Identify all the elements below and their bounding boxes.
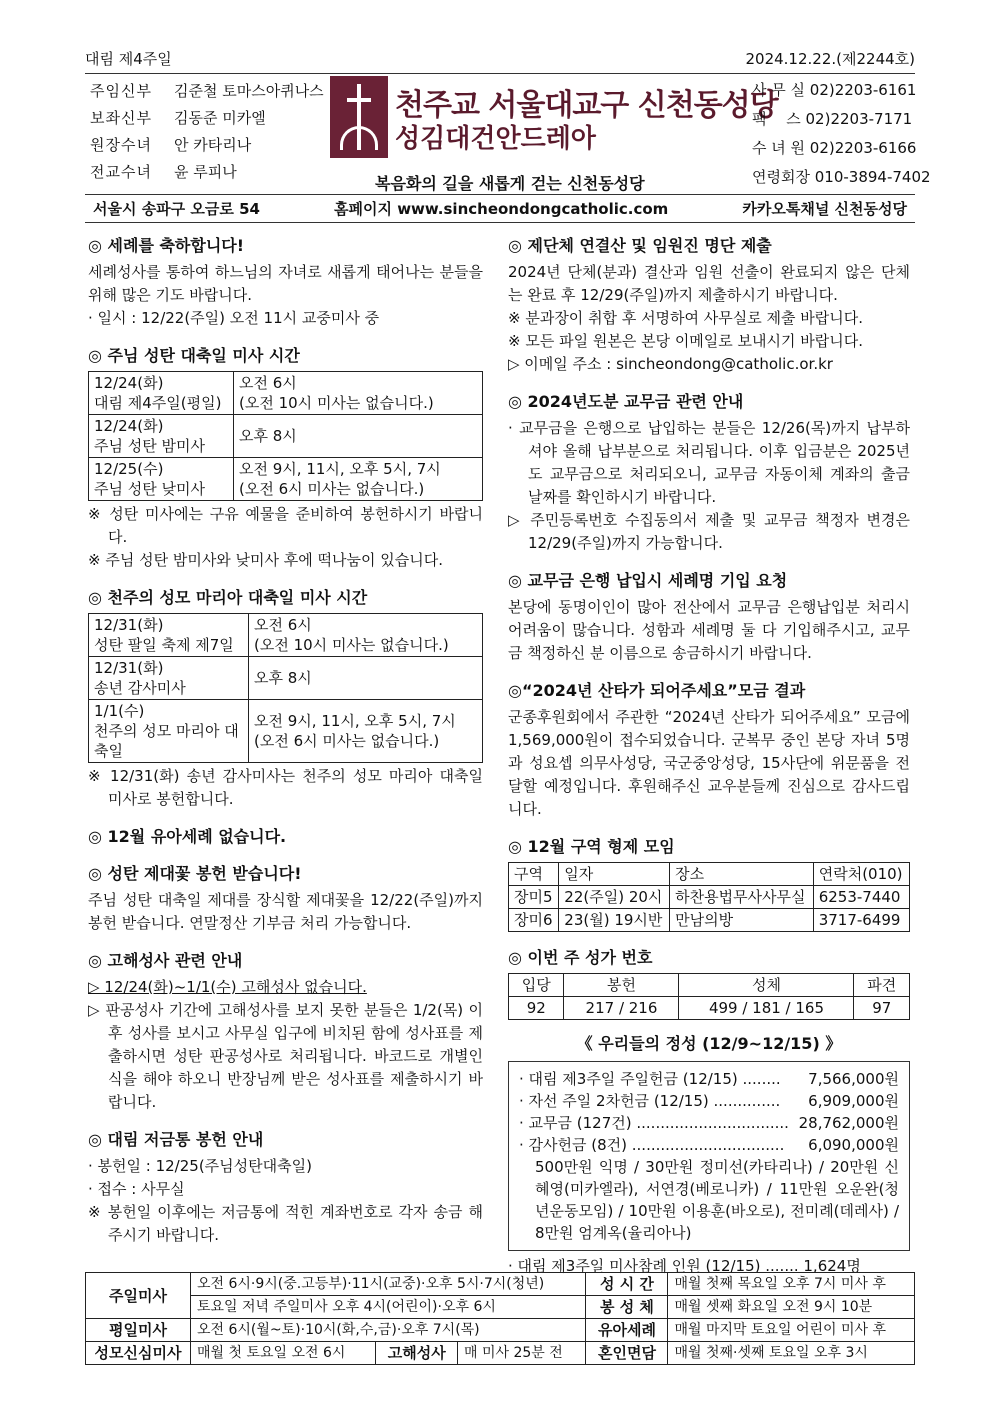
section-title: ◎ 2024년도분 교무금 관련 안내 — [508, 392, 744, 411]
note: ※ 분과장이 취합 후 서명하여 사무실로 제출 바랍니다. — [508, 309, 864, 327]
offering-detail: 500만원 익명 / 30만원 정미선(카타리나) / 20만원 신혜영(미카엘라), 서연경(베로니카) / 11만원 오운완(청년운동모임) / 10만원 이용훈(바오로), 전미례(데레사) / 8만원 엄계옥(율리아나) — [535, 1158, 899, 1242]
cell: 매월 첫째 목요일 오후 7시 미사 후 — [668, 1273, 915, 1296]
cell: 토요일 저녁 주일미사 오후 4시(어린이)·오후 6시 — [191, 1296, 586, 1319]
cell: 오전 6시 — [254, 616, 312, 634]
section-title: ◎ 12월 구역 형제 모임 — [508, 837, 675, 856]
cell: 봉헌 — [564, 974, 679, 997]
note: ※ 성탄 미사에는 구유 예물을 준비하여 봉헌하시기 바랍니다. — [88, 505, 483, 546]
table-row — [89, 700, 483, 763]
mass-schedule-footer — [85, 1272, 915, 1365]
cell: 대림 제4주일(평일) — [94, 394, 222, 412]
section-body: 군종후원회에서 주관한 “2024년 산타가 되어주세요” 모금에 1,569,000원이 접수되었습니다. 군복무 중인 본당 자녀 5명과 성요셉 의무사성당, 국군중앙성당, 15사단에 위문품을 전달할 예정입니다. 후원해주신 교우분들께 진심으로 감사드립니다. — [508, 708, 910, 818]
cell: 일자 — [559, 863, 670, 886]
church-title: 천주교 서울대교구 신천동성당 — [395, 88, 778, 123]
section-title: ◎ 대림 저금통 봉헌 안내 — [88, 1130, 264, 1149]
note: ※ 모든 파일 원본은 본당 이메일로 보내시기 바랍니다. — [508, 332, 864, 350]
cell: 성체 — [679, 974, 854, 997]
footer-table — [85, 1272, 915, 1365]
cell: 성탄 팔일 축제 제7일 — [94, 636, 234, 654]
offering-label: · 자선 주일 2차헌금 (12/15) .............. — [519, 1092, 781, 1110]
cell: 1/1(수) — [94, 702, 145, 720]
section-body: 세례성사를 통하여 하느님의 자녀로 새롭게 태어나는 분들을 위해 많은 기도 바랍니다. — [88, 263, 483, 304]
cell: 12/25(수) — [94, 460, 164, 478]
cell: 217 / 216 — [564, 997, 679, 1020]
cell: 성 시 간 — [586, 1273, 668, 1296]
cell: 6253-7440 — [813, 886, 909, 909]
section-item: · 일시 : 12/22(주일) 오전 11시 교중미사 중 — [88, 309, 380, 327]
issue-date: 2024.12.22.(제2244호) — [745, 50, 915, 68]
offering-label: · 감사헌금 (8건) ................................ — [519, 1136, 785, 1154]
cell: 23(월) 19시반 — [559, 909, 670, 932]
section-item: ▷ 판공성사 기간에 고해성사를 보지 못한 분들은 1/2(목) 이후 성사를 보시고 사무실 입구에 비치된 함에 성사표를 제출하시면 성탄 판공성사로 처리됩니다. 바코드로 개별인식을 해야 하오니 반장님께 받은 성사표를 제출하시기 바랍니다. — [88, 1001, 483, 1111]
section-item: · 교무금을 은행으로 납입하는 분들은 12/26(목)까지 납부하셔야 올해 납부분으로 처리됩니다. 이후 입금분은 2025년도 교무금으로 처리되오니, 교무금 자동이체 계좌의 출금 날짜를 확인하시기 바랍니다. — [508, 419, 910, 506]
cell: 주님 성탄 낮미사 — [94, 480, 205, 498]
table-row — [89, 657, 483, 700]
table-row — [86, 1296, 915, 1319]
offering-label: · 대림 제3주일 주일헌금 (12/15) ........ — [519, 1070, 781, 1088]
section-title: ◎ 이번 주 성가 번호 — [508, 948, 653, 967]
note: ※ 봉헌일 이후에는 저금통에 적힌 계좌번호로 각자 송금 해주시기 바랍니다. — [88, 1203, 483, 1244]
section-item: ▷ 주민등록번호 수집동의서 제출 및 교무금 책정자 변경은 12/29(주일)까지 가능합니다. — [508, 511, 910, 552]
table-row — [89, 415, 483, 458]
left-column — [88, 234, 483, 1247]
table-row — [89, 372, 483, 415]
cell: 장미6 — [509, 909, 559, 932]
table-header — [509, 974, 910, 997]
section-title: ◎ 교무금 은행 납입시 세례명 기입 요청 — [508, 571, 788, 590]
table-row — [509, 997, 910, 1020]
section-body: 2024년 단체(분과) 결산과 임원 선출이 완료되지 않은 단체는 완료 후 12/29(주일)까지 제출하시기 바랍니다. — [508, 263, 910, 304]
cell: 오전 9시, 11시, 오후 5시, 7시 — [239, 460, 441, 478]
cell: 천주의 성모 마리아 대축일 — [94, 722, 239, 760]
cell: 만남의방 — [670, 909, 814, 932]
section-item: ▷ 12/24(화)~1/1(수) 고해성사 없습니다. — [88, 978, 367, 996]
cell: 오후 8시 — [254, 669, 312, 687]
section-title: ◎“2024년 산타가 되어주세요”모금 결과 — [508, 681, 806, 700]
offering-row — [519, 1068, 899, 1090]
kakao-channel: 카카오톡채널 신천동성당 — [742, 200, 907, 218]
contact-office: 사 무 실 02)2203-6161 — [752, 81, 917, 99]
cell: 주님 성탄 밤미사 — [94, 437, 205, 455]
homepage[interactable]: 홈페이지 www.sincheondongcatholic.com — [334, 200, 669, 218]
table-header — [509, 863, 910, 886]
section-title: ◎ 천주의 성모 마리아 대축일 미사 시간 — [88, 588, 368, 607]
offering-label: · 교무금 (127건) ................................ — [519, 1114, 789, 1132]
section-title: ◎ 세례를 축하합니다! — [88, 236, 245, 255]
cell: 성모신심미사 — [86, 1342, 191, 1365]
cell: 12/31(화) — [94, 659, 164, 677]
cell: 12/24(화) — [94, 417, 164, 435]
offering-amount: 28,762,000원 — [798, 1114, 899, 1132]
cell: 12/24(화) — [94, 374, 164, 392]
church-logo — [330, 76, 388, 158]
staff-name: 안 카타리나 — [174, 136, 252, 154]
cell: 장미5 — [509, 886, 559, 909]
offering-amount: 7,566,000원 — [808, 1070, 899, 1088]
table-row — [509, 886, 910, 909]
staff-role: 보좌신부 — [90, 109, 152, 127]
staff-role: 전교수녀 — [90, 163, 152, 181]
cell: 오전 9시, 11시, 오후 5시, 7시 — [254, 712, 456, 730]
contact-list — [752, 76, 931, 192]
staff-name: 김동준 미카엘 — [174, 109, 266, 127]
table-row — [89, 458, 483, 501]
cell: 주일미사 — [86, 1273, 191, 1319]
cell: (오전 10시 미사는 없습니다.) — [239, 394, 434, 412]
email-note: ▷ 이메일 주소 : sincheondong@catholic.or.kr — [508, 355, 833, 373]
cell: 오후 8시 — [239, 427, 297, 445]
cell: 오전 6시(월~토)·10시(화,수,금)·오후 7시(목) — [191, 1319, 586, 1342]
section-title: ◎ 12월 유아세례 없습니다. — [88, 827, 287, 846]
cell: 파견 — [854, 974, 910, 997]
staff-list — [90, 78, 324, 186]
staff-name: 김준철 토마스아퀴나스 — [174, 82, 324, 100]
offering-row — [519, 1134, 899, 1156]
district-meeting-table — [508, 862, 910, 932]
cell: 유아세례 — [586, 1319, 668, 1342]
cell: 매월 셋째 화요일 오전 9시 10분 — [668, 1296, 915, 1319]
cell: 봉 성 체 — [586, 1296, 668, 1319]
mary-mass-table — [88, 613, 483, 763]
address-bar — [85, 194, 915, 223]
section-item: · 접수 : 사무실 — [88, 1180, 185, 1198]
staff-name: 윤 루피나 — [174, 163, 237, 181]
offering-row — [519, 1112, 899, 1134]
cell: 3717-6499 — [813, 909, 909, 932]
cell: 매월 첫 토요일 오전 6시 — [191, 1342, 376, 1365]
note: ※ 12/31(화) 송년 감사미사는 천주의 성모 마리아 대축일 미사로 봉헌합니다. — [88, 767, 483, 808]
contact-convent: 수 녀 원 02)2203-6166 — [752, 139, 917, 157]
cell: 매월 마지막 토요일 어린이 미사 후 — [668, 1319, 915, 1342]
top-line — [85, 48, 915, 74]
cell: (오전 6시 미사는 없습니다.) — [239, 480, 425, 498]
cell: 12/31(화) — [94, 616, 164, 634]
table-row — [509, 909, 910, 932]
cell: 혼인면담 — [586, 1342, 668, 1365]
section-title: ◎ 성탄 제대꽃 봉헌 받습니다! — [88, 864, 302, 883]
address: 서울시 송파구 오금로 54 — [93, 200, 260, 218]
offering-amount: 6,090,000원 — [808, 1136, 899, 1154]
cell: (오전 6시 미사는 없습니다.) — [254, 732, 440, 750]
cell: 92 — [509, 997, 564, 1020]
offering-amount: 6,909,000원 — [808, 1092, 899, 1110]
table-row — [89, 614, 483, 657]
cell: 연락처(010) — [813, 863, 909, 886]
cell: 오전 6시 — [239, 374, 297, 392]
cell: 입당 — [509, 974, 564, 997]
contact-funeral: 연령회장 010-3894-7402 — [752, 168, 931, 186]
staff-role: 주임신부 — [90, 82, 152, 100]
table-row — [86, 1319, 915, 1342]
cell: 오전 6시·9시(중.고등부)·11시(교중)·오후 5시·7시(청년) — [191, 1273, 586, 1296]
note: ※ 주님 성탄 밤미사와 낮미사 후에 떡나눔이 있습니다. — [88, 551, 444, 569]
section-title: ◎ 고해성사 관련 안내 — [88, 951, 243, 970]
right-column — [508, 234, 910, 1278]
cell: 장소 — [670, 863, 814, 886]
cell: 송년 감사미사 — [94, 679, 186, 697]
cell: 고해성사 — [376, 1342, 458, 1365]
cell: 매월 첫째·셋째 토요일 오후 3시 — [668, 1342, 915, 1365]
motto: 복음화의 길을 새롭게 걷는 신천동성당 — [375, 174, 645, 193]
offering-box — [508, 1061, 910, 1251]
section-title: ◎ 제단체 연결산 및 임원진 명단 제출 — [508, 236, 772, 255]
staff-role: 원장수녀 — [90, 136, 152, 154]
contact-fax: 팩 스 02)2203-7171 — [752, 110, 913, 128]
table-row — [86, 1273, 915, 1296]
cell: 499 / 181 / 165 — [679, 997, 854, 1020]
section-item: · 봉헌일 : 12/25(주님성탄대축일) — [88, 1157, 312, 1175]
attendance: · 대림 제3주일 미사참례 인원 (12/15) ....... 1,624명 — [508, 1257, 861, 1275]
offering-title: 《 우리들의 정성 (12/9~12/15) 》 — [576, 1034, 842, 1053]
cell: 22(주일) 20시 — [559, 886, 670, 909]
section-body: 주님 성탄 대축일 제대를 장식할 제대꽃을 12/22(주일)까지 봉헌 받습니다. 연말정산 기부금 처리 가능합니다. — [88, 891, 483, 932]
table-row — [86, 1342, 915, 1365]
cell: 매 미사 25분 전 — [458, 1342, 586, 1365]
section-body: 본당에 동명이인이 많아 전산에서 교무금 은행납입분 처리시 어려움이 많습니다. 성함과 세례명 둘 다 기입해주시고, 교무금 책정하신 분 이름으로 송금하시기 바랍니다. — [508, 598, 910, 662]
cell: (오전 10시 미사는 없습니다.) — [254, 636, 449, 654]
cell: 97 — [854, 997, 910, 1020]
liturgical-week: 대림 제4주일 — [85, 50, 172, 68]
cell: 하찬용법무사사무실 — [670, 886, 814, 909]
church-subtitle: 성김대건안드레아 — [395, 124, 596, 154]
cell: 평일미사 — [86, 1319, 191, 1342]
christmas-mass-table — [88, 371, 483, 501]
offering-row — [519, 1090, 899, 1112]
hymn-table — [508, 973, 910, 1020]
section-title: ◎ 주님 성탄 대축일 미사 시간 — [88, 346, 300, 365]
cell: 구역 — [509, 863, 559, 886]
